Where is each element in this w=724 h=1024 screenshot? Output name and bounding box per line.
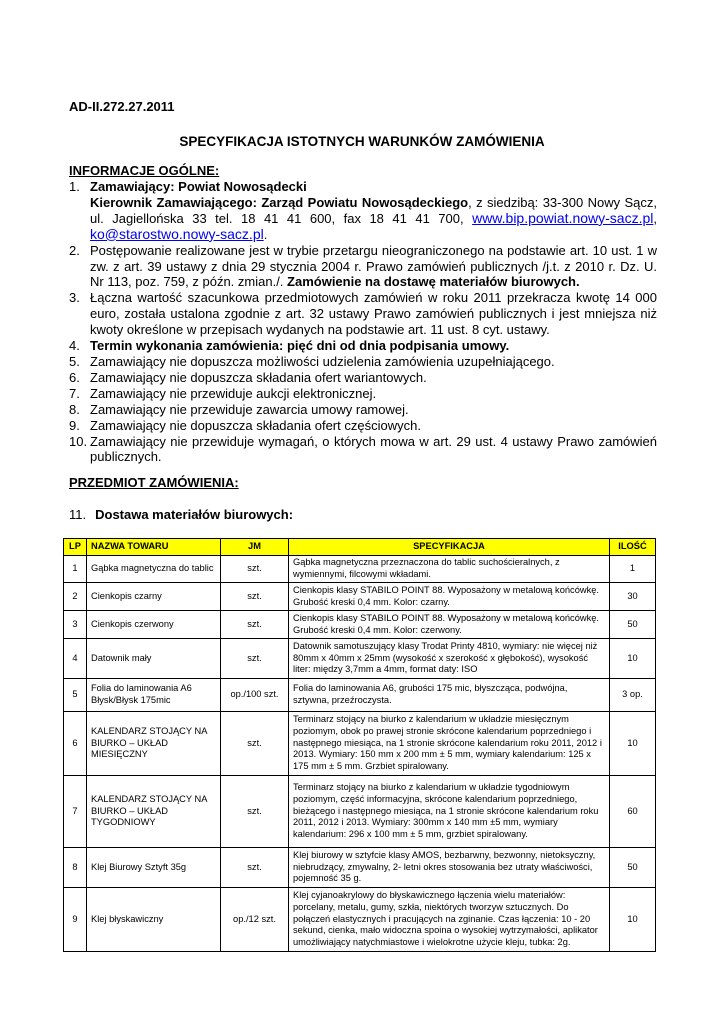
- contracting-authority: Zamawiający: Powiat Nowosądecki: [90, 179, 307, 194]
- general-info-list: [69, 179, 657, 465]
- list-item: 2. Postępowanie realizowane jest w trybie przetargu nieograniczonego na podstawie art. 10 ust. 1 w zw. z art. 39 ustawy z dnia 29 stycznia 2004 r. Prawo zamówień publicznych /j.t. z 2010 r. Dz. U. Nr 113, poz. 759, z późn. zmian./. Zamówienie na dostawę materiałów biurowych.: [69, 242, 657, 290]
- list-item: 1. Zamawiający: Powiat Nowosądecki Kierownik Zamawiającego: Zarząd Powiatu Nowosądeckiego, z siedzibą: 33-300 Nowy Sącz, ul. Jagiellońska 33 tel. 18 41 41 600, fax 18 41 41 700, www.bip.powiat.nowy-sacz.pl, ko@starostwo.nowy-sacz.pl.: [69, 179, 657, 242]
- list-item: 3. Łączna wartość szacunkowa przedmiotowych zamówień w roku 2011 przekracza kwotę 14 000 euro, została ustalona zgodnie z art. 32 ustawy Prawo zamówień publicznych i jest mniejsza niż kwoty określone w przepisach wydanych na podstawie art. 11 ust. 8 cyt. ustawy.: [69, 290, 657, 338]
- col-header-qty: ILOŚĆ: [610, 539, 656, 556]
- table-row: 8 Klej Biurowy Sztyft 35g szt. Klej biurowy w sztyfcie klasy AMOS, bezbarwny, bezwonny, nietoksyczny, niebrudzący, zmywalny, 2- letni okres stosowania bez utraty właściwości, pojemność 35 g. 50: [64, 848, 656, 888]
- list-item: 10. Zamawiający nie przewiduje wymagań, o których mowa w art. 29 ust. 4 ustawy Prawo zamówień publicznych.: [69, 433, 657, 465]
- list-item: 9. Zamawiający nie dopuszcza składania ofert częściowych.: [69, 417, 421, 433]
- col-header-name: NAZWA TOWARU: [87, 539, 221, 556]
- table-row: 7 KALENDARZ STOJĄCY NA BIURKO – UKŁAD TYGODNIOWY szt. Terminarz stojący na biurko z kalendarium w układzie tygodniowym poziomym, część informacyjna, skrócone kalendarium poprzedniego, bieżącego i następnego miesiąca, na 1 stronie skrócone kalendarium roku 2011, 2012 i 2013. Wymiary: 300mm x 140 mm ±5 mm, wymiary kalendarium: 296 x 100 mm ± 5 mm, grzbiet spiralowany. 60: [64, 776, 656, 848]
- table-header-row: [64, 539, 656, 556]
- section-heading-general: INFORMACJE OGÓLNE:: [69, 163, 220, 178]
- list-item: 6. Zamawiający nie dopuszcza składania ofert wariantowych.: [69, 369, 427, 385]
- table-row: 2 Cienkopis czarny szt. Cienkopis klasy STABILO POINT 88. Wyposażony w metalową końcówkę. Grubość kreski 0,4 mm. Kolor: czarny. 30: [64, 583, 656, 611]
- section-heading-subject: PRZEDMIOT ZAMÓWIENIA:: [69, 475, 239, 490]
- bip-link[interactable]: www.bip.powiat.nowy-sacz.pl: [472, 209, 654, 226]
- list-item: 4. Termin wykonania zamówienia: pięć dni od dnia podpisania umowy.: [69, 338, 510, 354]
- table-row: 9 Klej błyskawiczny op./12 szt. Klej cyjanoakrylowy do błyskawicznego łączenia wielu materiałów: porcelany, metalu, gumy, szkła, niektórych tworzyw sztucznych. Do połączeń elastycznych i pracujących na zginanie. Czas łączenia: 10 - 20 sekund, cienka, mało widoczna spoina o wysokiej wytrzymałości, aplikator umożliwiający natychmiastowe i wielokrotne użycie kleju, tubka: 2g. 10: [64, 888, 656, 952]
- table-row: 1 Gąbka magnetyczna do tablic szt. Gąbka magnetyczna przeznaczona do tablic suchościeralnych, z wymiennymi, filcowymi wkładami. 1: [64, 556, 656, 583]
- list-item: 7. Zamawiający nie przewiduje aukcji elektronicznej.: [69, 385, 377, 401]
- list-item: 5. Zamawiający nie dopuszcza możliwości udzielenia zamówienia uzupełniającego.: [69, 353, 555, 369]
- reference-number: AD-II.272.27.2011: [69, 99, 175, 114]
- table-row: 5 Folia do laminowania A6 Błysk/Błysk 175mic op./100 szt. Folia do laminowania A6, grubości 175 mic, błyszcząca, podwójna, sztywna, przeźroczysta. 3 op.: [64, 679, 656, 712]
- col-header-jm: JM: [221, 539, 289, 556]
- col-header-lp: LP: [64, 539, 87, 556]
- table-row: 6 KALENDARZ STOJĄCY NA BIURKO – UKŁAD MIESIĘCZNY szt. Terminarz stojący na biurko z kalendarium w układzie miesięcznym poziomym, obok po prawej stronie skrócone kalendarium poprzedniego i następnego miesiąca, na 1 stronie skrócone kalendarium roku 2011, 2012 i 2013. Wymiary: 150 mm x 200 mm ± 5 mm, wymiary kalendarium: 125 x 175 mm ± 5 mm. Grzbiet spiralowany. 10: [64, 712, 656, 776]
- email-link[interactable]: ko@starostwo.nowy-sacz.pl: [90, 225, 264, 242]
- authority-head: Kierownik Zamawiającego: Zarząd Powiatu Nowosądeckiego: [90, 194, 469, 210]
- col-header-spec: SPECYFIKACJA: [289, 539, 610, 556]
- document-title: SPECYFIKACJA ISTOTNYCH WARUNKÓW ZAMÓWIENIA: [179, 134, 545, 149]
- table-row: 4 Datownik mały szt. Datownik samotuszujący klasy Trodat Printy 4810, wymiary: nie więcej niż 80mm x 40mm x 25mm (wysokość x szerokość x głębokość), wysokość liter: między 3,7mm a 4mm, format daty: ISO 10: [64, 639, 656, 679]
- subheading: 11. Dostawa materiałów biurowych:: [69, 507, 294, 522]
- table-row: 3 Cienkopis czerwony szt. Cienkopis klasy STABILO POINT 88. Wyposażony w metalową końcówkę. Grubość kreski 0,4 mm. Kolor: czerwony. 50: [64, 611, 656, 639]
- materials-table: [63, 538, 656, 952]
- list-item: 8. Zamawiający nie przewiduje zawarcia umowy ramowej.: [69, 401, 409, 417]
